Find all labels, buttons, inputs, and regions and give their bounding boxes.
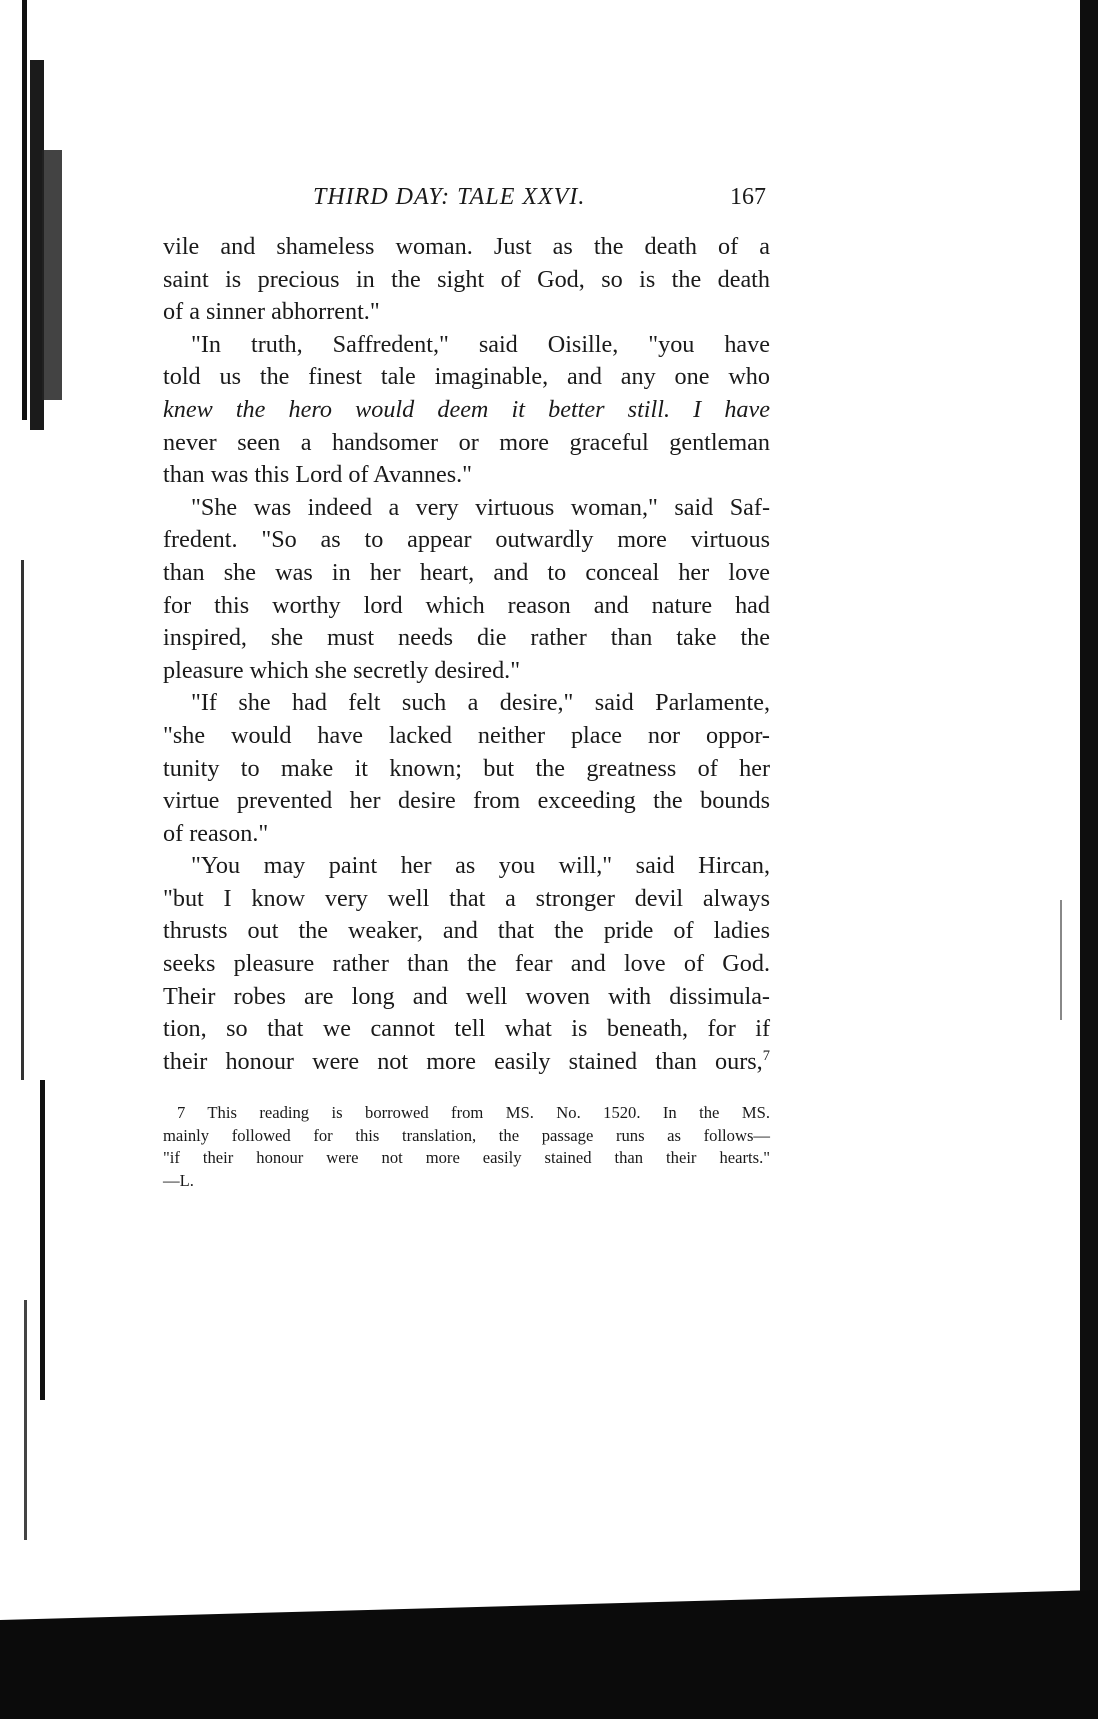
text-line-content: of reason." [163, 819, 269, 847]
text-line [163, 981, 770, 1014]
text-line-content: tion, so that we cannot tell what is beneath, for if [163, 1015, 770, 1043]
text-line-content: than was this Lord of Avannes." [163, 461, 473, 489]
text-line-content: seeks pleasure rather than the fear and love of God. [163, 950, 770, 978]
text-line-content: Their robes are long and well woven with dissimula- [163, 982, 770, 1010]
right-page-edge [1080, 0, 1098, 1640]
binding-line-lower [40, 1080, 45, 1400]
footnote-reference: 7 [762, 1047, 770, 1064]
text-line-content: than she was in her heart, and to conceal her love [163, 558, 770, 586]
text-line [163, 785, 770, 818]
footnote-line: mainly followed for this translation, the passage runs as follows— [163, 1125, 770, 1145]
binding-smudge [42, 150, 62, 400]
text-line-content: "she would have lacked neither place nor oppor- [163, 721, 770, 749]
text-line [163, 361, 770, 394]
text-line [163, 394, 770, 427]
running-title: THIRD DAY: TALE XXVI. [313, 184, 586, 210]
text-line [163, 622, 770, 655]
text-line-content: their honour were not more easily stained than ours, [163, 1047, 763, 1075]
text-line [163, 1046, 770, 1079]
running-head [163, 184, 770, 218]
text-line [163, 948, 770, 981]
text-line-content: told us the finest tale imaginable, and any one who [163, 363, 770, 391]
text-line-content: virtue prevented her desire from exceeding the bounds [163, 787, 770, 815]
text-line [163, 524, 770, 557]
text-line-content: "but I know very well that a stronger devil always [163, 884, 770, 912]
text-line-content: inspired, she must needs die rather than take the [163, 624, 770, 652]
text-line [163, 818, 770, 851]
bottom-shadow-band [0, 1590, 1098, 1719]
text-line-content: for this worthy lord which reason and nature had [163, 591, 770, 619]
text-line [163, 1013, 770, 1046]
text-line-content: thrusts out the weaker, and that the pride of ladies [163, 917, 770, 945]
body-text [163, 231, 770, 1078]
text-line [163, 850, 770, 883]
binding-line [21, 560, 24, 1080]
text-line [163, 655, 770, 688]
page-number: 167 [730, 184, 766, 210]
binding-shadow [30, 60, 44, 430]
text-line [163, 427, 770, 460]
text-line [163, 720, 770, 753]
text-line [163, 883, 770, 916]
text-line [163, 915, 770, 948]
text-line [163, 459, 770, 492]
footnote-line: "if their honour were not more easily stained than their hearts." [163, 1148, 770, 1167]
text-line-content: "In truth, Saffredent," said Oisille, "you have [191, 330, 770, 358]
text-line [163, 231, 770, 264]
text-line-content: pleasure which she secretly desired." [163, 656, 521, 684]
text-line [163, 329, 770, 362]
text-line-content: knew the hero would deem it better still. I have [163, 395, 770, 423]
text-line [163, 492, 770, 525]
text-line [163, 687, 770, 720]
footnote-line: 7 This reading is borrowed from MS. No. 1520. In the MS. [177, 1103, 770, 1122]
right-edge-speck [1060, 900, 1062, 1020]
text-line-content: of a sinner abhorrent." [163, 298, 380, 326]
text-line [163, 753, 770, 786]
text-line-content: tunity to make it known; but the greatness of her [163, 754, 770, 782]
text-line-content: saint is precious in the sight of God, so is the death [163, 265, 770, 293]
text-line [163, 557, 770, 590]
text-line-content: "You may paint her as you will," said Hircan, [191, 852, 770, 880]
text-line-content: "If she had felt such a desire," said Parlamente, [191, 689, 770, 717]
text-line-content: vile and shameless woman. Just as the death of a [163, 233, 770, 260]
footnotes [163, 1102, 770, 1192]
text-line-content: fredent. "So as to appear outwardly more virtuous [163, 526, 770, 554]
text-line [163, 296, 770, 329]
text-line-content: "She was indeed a very virtuous woman," said Saf- [191, 493, 770, 521]
text-line-content: never seen a handsomer or more graceful gentleman [163, 428, 770, 456]
binding-line-lower-2 [24, 1300, 27, 1540]
footnote-line: —L. [163, 1170, 194, 1190]
text-line [163, 264, 770, 297]
binding-edge [22, 0, 27, 420]
text-line [163, 590, 770, 623]
